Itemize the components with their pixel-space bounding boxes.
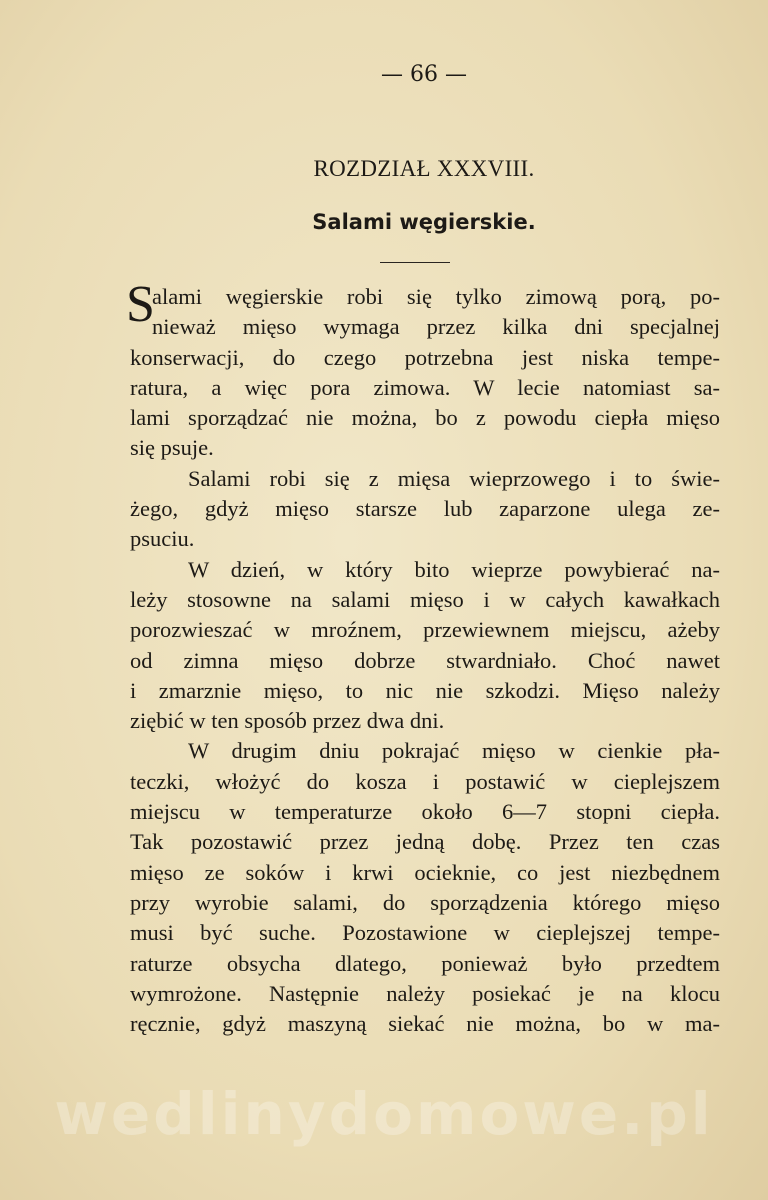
- text-line: ręcznie, gdyż maszyną siekać nie można, bo w ma-: [130, 1011, 720, 1037]
- drop-cap: S: [126, 276, 155, 333]
- text-line: konserwacji, do czego potrzebna jest niska tempe-: [130, 344, 720, 370]
- body-text: [126, 276, 720, 1039]
- text-line: ratura, a więc pora zimowa. W lecie natomiast sa-: [130, 374, 720, 400]
- recipe-title: Salami węgierskie.: [312, 210, 536, 234]
- text-line: leży stosowne na salami mięso i w całych kawałkach: [130, 586, 720, 612]
- text-line: żego, gdyż mięso starsze lub zaparzone ulega ze-: [130, 496, 720, 522]
- text-line: Tak pozostawić przez jedną dobę. Przez ten czas: [130, 829, 720, 855]
- title-divider: [380, 262, 450, 263]
- page-number: — 66 —: [381, 62, 467, 87]
- text-line: mięso ze soków i krwi ocieknie, co jest niezbędnem: [130, 859, 720, 885]
- chapter-heading: ROZDZIAŁ XXXVIII.: [313, 156, 535, 181]
- text-line: Salami robi się z mięsa wieprzowego i to świe-: [188, 465, 720, 491]
- text-line: lami sporządzać nie można, bo z powodu ciepła mięso: [130, 405, 720, 431]
- text-line: nieważ mięso wymaga przez kilka dni specjalnej: [152, 314, 720, 340]
- text-line: W drugim dniu pokrajać mięso w cienkie pła-: [188, 738, 720, 764]
- text-line: od zimna mięso dobrze stwardniało. Choć nawet: [130, 647, 720, 673]
- text-line: psuciu.: [130, 526, 195, 552]
- text-line: W dzień, w który bito wieprze powybierać na-: [188, 556, 720, 582]
- text-line: S alami węgierskie robi się tylko zimową porą, po-: [126, 276, 720, 333]
- watermark: wedlinydomowe.pl: [54, 1080, 714, 1148]
- text-line: ziębić w ten sposób przez dwa dni.: [130, 708, 445, 734]
- text-line: miejscu w temperaturze około 6—7 stopni ciepła.: [130, 799, 720, 825]
- text-line: przy wyrobie salami, do sporządzenia którego mięso: [130, 889, 720, 915]
- text-line: musi być suche. Pozostawione w cieplejszej tempe-: [130, 920, 720, 946]
- text-line: wymrożone. Następnie należy posiekać je na klocu: [130, 980, 720, 1006]
- text-line: teczki, włożyć do kosza i postawić w cieplejszem: [130, 768, 720, 794]
- text-line: porozwieszać w mroźnem, przewiewnem miejscu, ażeby: [130, 617, 720, 643]
- text-line: raturze obsycha dlatego, ponieważ było przedtem: [130, 950, 720, 976]
- text-line: się psuje.: [130, 435, 214, 461]
- text-line: i zmarznie mięso, to nic nie szkodzi. Mięso należy: [130, 677, 720, 703]
